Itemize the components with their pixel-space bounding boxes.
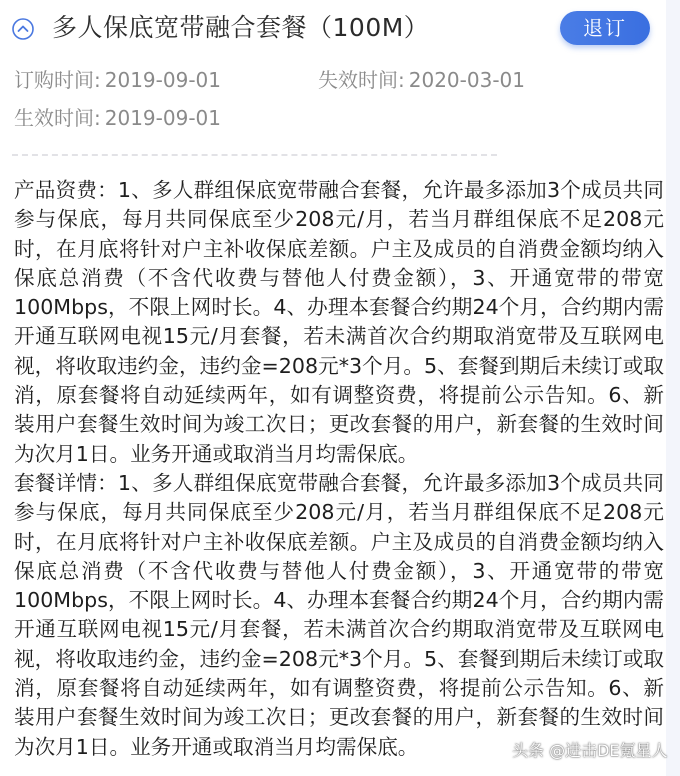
watermark: 头条 @进击DE氪星人 bbox=[512, 741, 668, 760]
package-title: 多人保底宽带融合套餐（100M） bbox=[52, 13, 430, 42]
chevron-up-circle-icon[interactable] bbox=[12, 18, 34, 40]
product-fee-text: 产品资费：1、多人群组保底宽带融合套餐，允许最多添加3个成员共同参与保底，每月共同保底至少208元/月，若当月群组保底不足208元时，在月底将针对户主补收保底差额。户主及成员的自消费金额均纳入保底总消费（不含代收费与替他人付费金额），3、开通宽带的带宽100Mbps，不限上网时长。4、办理本套餐合约期24个月，合约期内需开通互联网电视15元/月套餐，若未满首次合约期取消宽带及互联网电视，将收取违约金，违约金=208元*3个月。5、套餐到期后未续订或取消，原套餐将自动延续两年，如有调整资费，将提前公示告知。6、新装用户套餐生效时间为竣工次日；更改套餐的用户，新套餐的生效时间为次月1日。业务开通或取消当月均需保底。 bbox=[14, 178, 664, 466]
order-time-row bbox=[14, 66, 221, 94]
expire-time-value: 2020-03-01 bbox=[408, 68, 525, 92]
dashed-divider bbox=[12, 154, 497, 156]
effective-time-row bbox=[14, 104, 221, 132]
effective-time-label: 生效时间: bbox=[14, 106, 101, 130]
package-description bbox=[14, 176, 664, 762]
page-edge bbox=[666, 0, 680, 776]
expire-time-row bbox=[318, 66, 525, 94]
order-time-label: 订购时间: bbox=[14, 68, 101, 92]
order-time-value: 2019-09-01 bbox=[104, 68, 221, 92]
package-header bbox=[0, 0, 666, 56]
expire-time-label: 失效时间: bbox=[318, 68, 405, 92]
package-details-text: 套餐详情：1、多人群组保底宽带融合套餐，允许最多添加3个成员共同参与保底，每月共同保底至少208元/月，若当月群组保底不足208元时，在月底将针对户主补收保底差额。户主及成员的自消费金额均纳入保底总消费（不含代收费与替他人付费金额），3、开通宽带的带宽100Mbps，不限上网时长。4、办理本套餐合约期24个月，合约期内需开通互联网电视15元/月套餐，若未满首次合约期取消宽带及互联网电视，将收取违约金，违约金=208元*3个月。5、套餐到期后未续订或取消，原套餐将自动延续两年，如有调整资费，将提前公示告知。6、新装用户套餐生效时间为竣工次日；更改套餐的用户，新套餐的生效时间为次月1日。业务开通或取消当月均需保底。 bbox=[14, 470, 664, 759]
unsubscribe-button[interactable]: 退订 bbox=[560, 11, 650, 45]
effective-time-value: 2019-09-01 bbox=[104, 106, 221, 130]
